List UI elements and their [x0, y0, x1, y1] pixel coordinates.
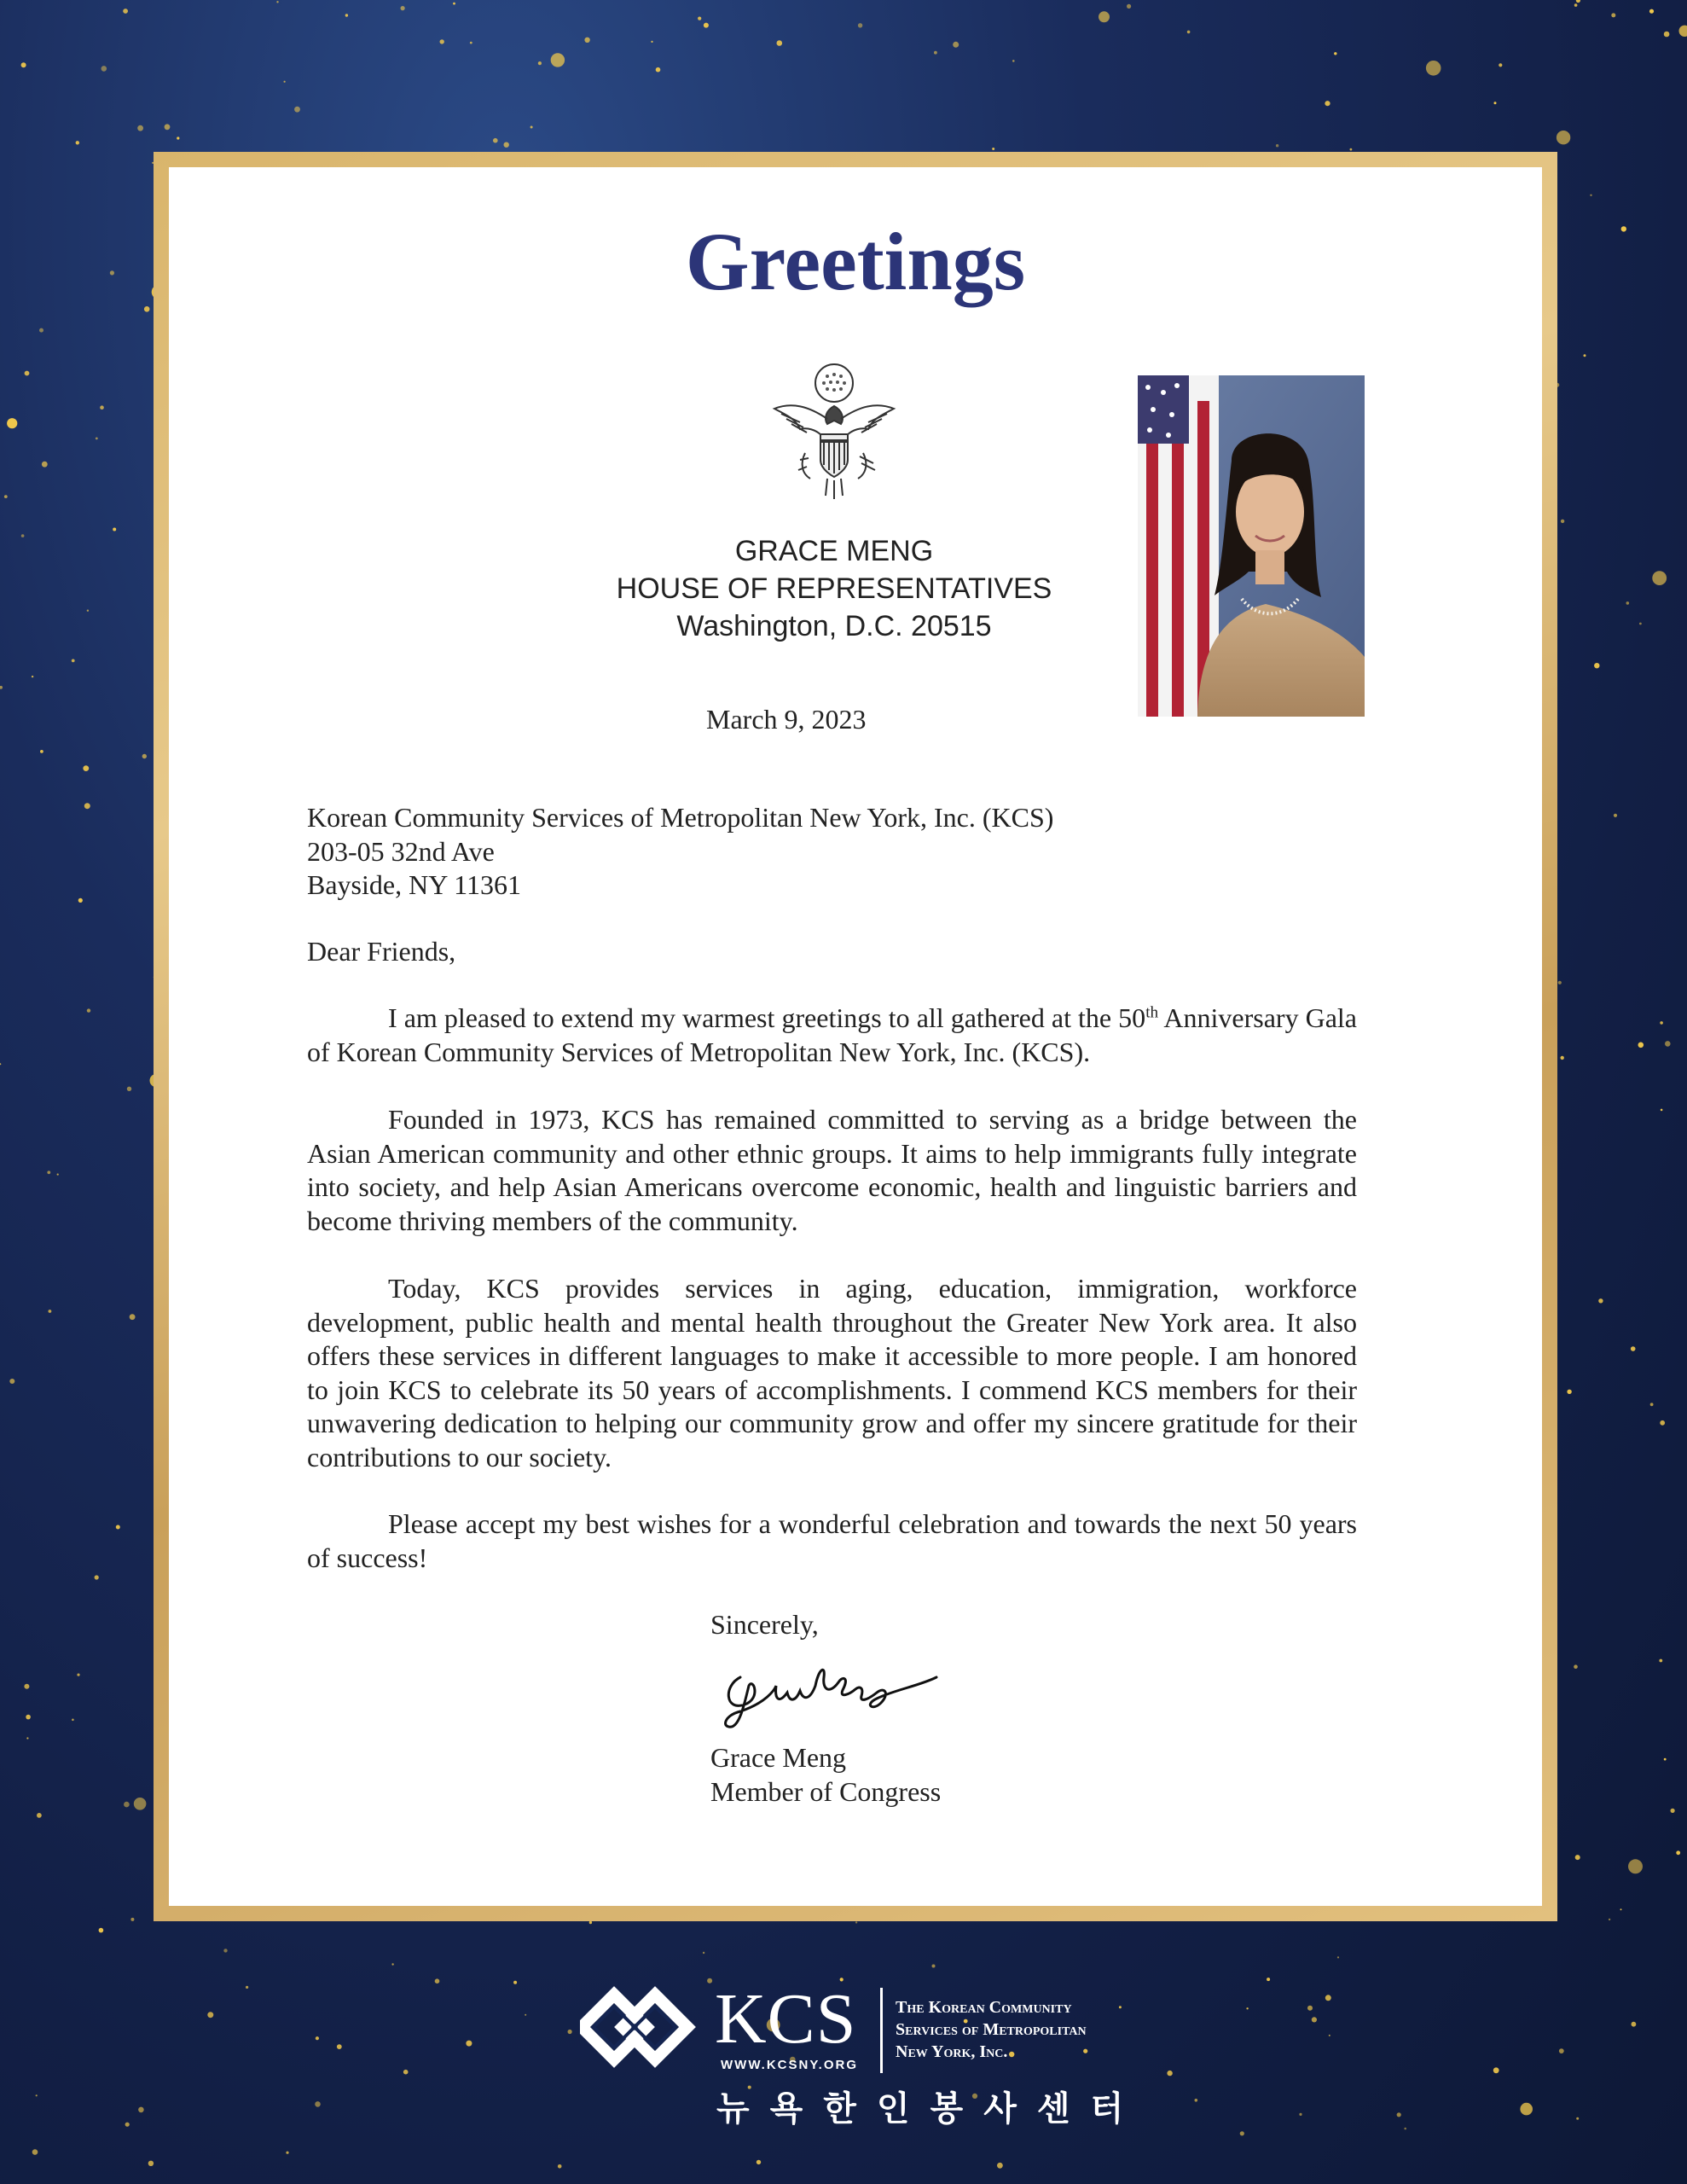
star — [1558, 981, 1562, 985]
star — [1628, 1859, 1643, 1873]
kcs-diamond-logo-icon — [580, 1978, 708, 2088]
kcs-footer-logo — [580, 1978, 1145, 2148]
star — [551, 53, 565, 67]
kcs-org-line-2: Services of Metropolitan — [896, 2020, 1087, 2039]
star — [1119, 2006, 1122, 2008]
star — [1664, 32, 1670, 38]
star — [83, 765, 89, 771]
star — [1561, 1056, 1564, 1060]
star — [72, 1719, 74, 1722]
star — [1187, 31, 1191, 34]
star — [130, 1314, 136, 1320]
star — [1337, 1956, 1339, 1958]
star — [1397, 2112, 1401, 2117]
star — [953, 42, 959, 48]
star — [704, 23, 709, 28]
star — [453, 3, 455, 5]
star — [1167, 2071, 1172, 2076]
star — [493, 138, 498, 143]
star — [1499, 63, 1502, 67]
portrait-photo — [1138, 375, 1365, 717]
star — [1312, 2017, 1317, 2022]
star — [1594, 663, 1599, 668]
star — [530, 126, 533, 129]
star — [1426, 61, 1441, 76]
house-seal-eagle-icon — [766, 359, 902, 504]
star — [589, 1921, 592, 1924]
star — [1493, 2067, 1499, 2073]
star — [1679, 26, 1687, 37]
star — [246, 1986, 248, 1989]
star — [0, 1063, 1, 1065]
letter-date: March 9, 2023 — [706, 704, 867, 735]
star — [513, 1981, 517, 1984]
star — [1404, 2128, 1406, 2130]
star — [1557, 131, 1570, 144]
star — [113, 528, 116, 531]
star — [1639, 623, 1642, 625]
star — [1576, 2117, 1579, 2120]
star — [9, 1379, 14, 1384]
star — [223, 1949, 227, 1952]
letterhead-name: GRACE MENG — [734, 535, 934, 567]
star — [698, 17, 701, 20]
star — [1649, 9, 1654, 14]
paragraph-3: Today, KCS provides services in aging, education, immigration, workforce development, public health and mental health throughout the Greater New York area. It also offers these services in different languages to make it accessible to more people. I am honored to join KCS to celebrate its 50 years of accomplishments. I commend KCS members for their unwavering dedication to helping our community grow and offer my sincere gratitude for their contributions to our society. — [307, 1273, 1357, 1472]
page-title: Greetings — [685, 216, 1026, 307]
letter-page — [169, 167, 1542, 1906]
star — [568, 2030, 572, 2034]
star — [558, 2164, 562, 2169]
star — [134, 1798, 147, 1810]
star — [32, 2149, 38, 2155]
star — [1632, 2022, 1637, 2027]
star — [1676, 1850, 1680, 1855]
star — [932, 1965, 936, 1968]
star — [1246, 2007, 1248, 2009]
signer-name: Grace Meng — [710, 1742, 847, 1773]
star — [1638, 1043, 1644, 1048]
star — [4, 495, 8, 498]
star — [992, 148, 994, 150]
star — [21, 534, 25, 537]
star — [703, 1952, 704, 1954]
star — [1590, 195, 1591, 196]
star — [757, 2160, 761, 2164]
star — [1559, 2048, 1564, 2053]
star — [284, 81, 286, 83]
recipient-street: 203-05 32nd Ave — [307, 835, 495, 867]
star — [1584, 354, 1586, 357]
star — [1614, 814, 1617, 817]
star — [855, 1921, 857, 1923]
star — [72, 659, 75, 663]
star — [1671, 1809, 1675, 1813]
star — [466, 2041, 472, 2047]
star — [1334, 52, 1336, 55]
star — [7, 418, 17, 428]
star — [116, 1525, 120, 1530]
kcs-org-line-1: The Korean Community — [896, 1998, 1072, 2017]
star — [1276, 144, 1278, 147]
salutation: Dear Friends, — [307, 936, 456, 967]
star — [24, 1684, 29, 1689]
star — [84, 803, 90, 809]
star — [1561, 520, 1564, 523]
recipient-city: Bayside, NY 11361 — [307, 869, 521, 900]
star — [1520, 2103, 1533, 2116]
logo-divider — [880, 1988, 883, 2073]
star — [1325, 1995, 1331, 2001]
star — [26, 1715, 31, 1720]
star — [144, 306, 150, 312]
star — [651, 41, 652, 43]
star — [36, 2094, 38, 2096]
star — [316, 2036, 319, 2040]
star — [87, 1008, 90, 1012]
star — [858, 23, 862, 27]
star — [96, 438, 98, 440]
star — [1240, 2131, 1244, 2135]
paragraph-1-ordinal: th — [1145, 1003, 1159, 1022]
star — [1659, 1659, 1662, 1663]
star — [934, 51, 937, 55]
star — [1325, 101, 1330, 106]
star — [538, 61, 542, 65]
star — [1350, 148, 1353, 151]
star — [127, 1087, 131, 1091]
star — [125, 2123, 130, 2127]
star — [997, 2163, 1003, 2169]
star — [99, 1928, 104, 1933]
star — [276, 1, 278, 3]
star — [148, 2161, 154, 2166]
star — [95, 1575, 99, 1579]
signer-title: Member of Congress — [710, 1775, 942, 1807]
star — [1307, 2006, 1313, 2011]
handwritten-signature — [715, 1652, 945, 1733]
star — [1664, 1758, 1667, 1761]
star — [138, 2107, 144, 2113]
star — [1567, 1390, 1571, 1394]
star — [470, 42, 472, 44]
star — [656, 67, 661, 73]
star — [76, 141, 79, 144]
star — [1620, 1908, 1622, 1910]
kcs-org-line-3: New York, Inc. — [896, 2042, 1008, 2061]
star — [77, 1674, 79, 1676]
star — [1650, 1403, 1654, 1406]
star — [57, 1174, 59, 1176]
star — [165, 124, 171, 130]
gold-frame — [154, 152, 1557, 1921]
signer-block — [710, 1741, 941, 1809]
star — [504, 142, 509, 148]
star — [110, 270, 114, 275]
letterhead-office: HOUSE OF REPRESENTATIVES — [616, 572, 1052, 605]
star — [177, 136, 179, 139]
star — [87, 610, 89, 612]
star — [1329, 2035, 1330, 2036]
star — [345, 14, 348, 16]
letterhead-location: Washington, D.C. 20515 — [676, 610, 992, 642]
star — [1099, 11, 1110, 22]
star — [142, 754, 147, 758]
star — [124, 1802, 130, 1808]
star — [525, 2014, 526, 2016]
recipient-org: Korean Community Services of Metropolitan New York, Inc. (KCS) — [307, 802, 1054, 833]
closing: Sincerely, — [710, 1609, 819, 1640]
star — [47, 1170, 50, 1174]
kcs-org-name — [896, 1996, 1117, 2063]
star — [40, 750, 43, 753]
paragraph-1 — [307, 1002, 1357, 1069]
paragraph-4: Please accept my best wishes for a wonderful celebration and towards the next 50 years of success! — [307, 1508, 1357, 1573]
paragraph-1-start: I am pleased to extend my warmest greetings to all gathered at the 50 — [388, 1002, 1146, 1033]
star — [1127, 4, 1131, 9]
star — [25, 371, 30, 376]
paragraph-2: Founded in 1973, KCS has remained committed to serving as a bridge between the Asian American community and other ethnic groups. It aims to help immigrants fully integrate into society, and help Asian Americans overcome economic, health and linguistic barriers and become thriving members of the community. — [307, 1104, 1357, 1236]
kcs-wordmark: KCS — [715, 1979, 857, 2059]
kcs-korean-name: 뉴욕한인봉사센터 — [716, 2089, 1145, 2129]
star — [294, 107, 300, 113]
star — [1195, 2099, 1198, 2102]
star — [435, 1978, 440, 1984]
star — [78, 898, 83, 903]
star — [100, 405, 104, 410]
star — [1576, 0, 1580, 3]
star — [1574, 3, 1578, 7]
star — [391, 1963, 393, 1965]
kcs-url: WWW.KCSNY.ORG — [721, 2058, 858, 2072]
star — [1012, 60, 1015, 62]
star — [1299, 2113, 1301, 2116]
star — [137, 125, 143, 131]
star — [49, 1310, 52, 1313]
star — [1598, 1298, 1603, 1303]
star — [39, 328, 43, 333]
star — [1652, 571, 1667, 585]
recipient-address — [307, 801, 1160, 903]
star — [21, 62, 26, 67]
star — [26, 1737, 28, 1739]
star — [1609, 1919, 1610, 1920]
star — [1494, 102, 1497, 104]
star — [440, 39, 444, 44]
star — [32, 676, 33, 677]
star — [286, 2152, 288, 2154]
star — [777, 40, 783, 46]
star — [1660, 1420, 1665, 1426]
star — [1621, 226, 1626, 231]
star — [207, 2012, 213, 2018]
letterhead — [578, 532, 1090, 645]
star — [0, 686, 3, 689]
star — [101, 66, 107, 72]
star — [315, 2101, 321, 2107]
paragraph-1-end: Anniversary Gala of Korean Community Services of Metropolitan New York, Inc. (KCS). — [307, 1002, 1358, 1067]
star — [42, 462, 48, 468]
star — [401, 6, 405, 10]
star — [37, 1813, 42, 1818]
star — [1267, 1978, 1270, 1981]
star — [130, 1918, 134, 1921]
star — [1611, 13, 1615, 17]
star — [403, 2070, 409, 2075]
star — [1631, 1346, 1636, 1351]
star — [1660, 1021, 1663, 1025]
star — [1661, 1109, 1663, 1112]
star — [1665, 1041, 1671, 1047]
star — [1626, 601, 1630, 605]
star — [1574, 1664, 1578, 1669]
star — [337, 2044, 342, 2049]
star — [123, 9, 128, 14]
star — [584, 38, 589, 43]
star — [1575, 1855, 1580, 1860]
